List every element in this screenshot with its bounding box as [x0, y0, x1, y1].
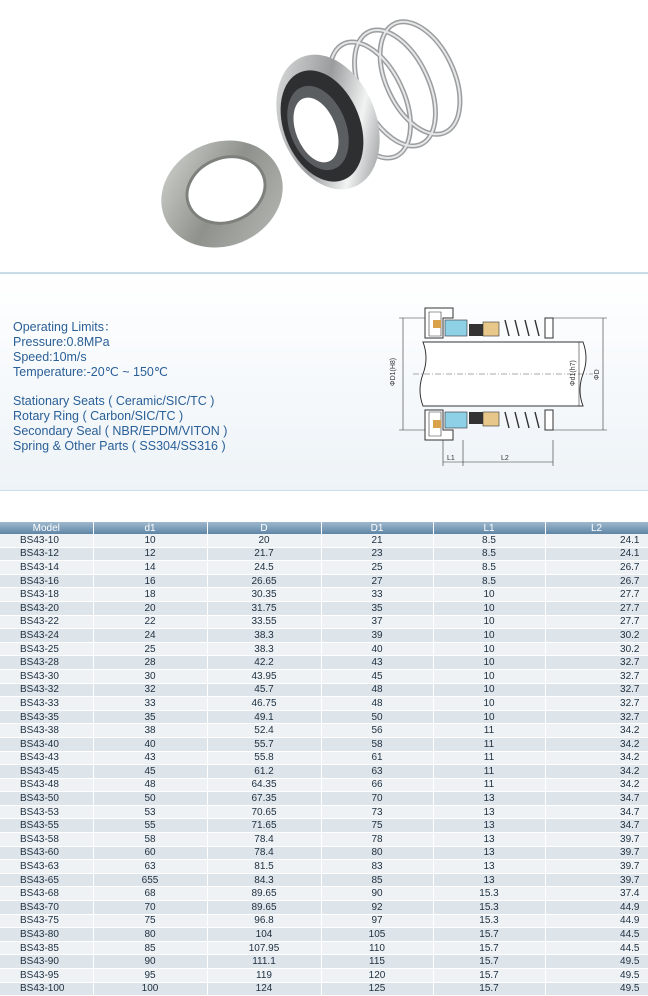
cell-model: BS43-38: [0, 724, 93, 738]
cell-d1-housing: 115: [321, 955, 433, 969]
temperature-limit: Temperature:-20℃ ~ 150℃: [13, 365, 168, 379]
divider: [0, 490, 648, 491]
cell-l2: 44.9: [545, 901, 648, 915]
column-header-d1-housing: D1: [321, 522, 433, 534]
cell-l2: 34.2: [545, 737, 648, 751]
cell-l2: 49.5: [545, 955, 648, 969]
cell-d1-housing: 125: [321, 982, 433, 996]
cell-l1: 13: [433, 833, 545, 847]
cell-l1: 13: [433, 805, 545, 819]
cell-d1-housing: 35: [321, 601, 433, 615]
table-body: [0, 534, 648, 996]
cell-l1: 15.7: [433, 955, 545, 969]
cell-d1: 14: [93, 561, 207, 575]
cell-d1: 30: [93, 669, 207, 683]
cell-d: 45.7: [207, 683, 321, 697]
spring-section-top: [505, 320, 539, 336]
column-header-l1: L1: [433, 522, 545, 534]
cell-l2: 39.7: [545, 873, 648, 887]
cell-model: BS43-70: [0, 901, 93, 915]
cell-l2: 26.7: [545, 561, 648, 575]
cell-d1-housing: 97: [321, 914, 433, 928]
cell-l2: 26.7: [545, 574, 648, 588]
cell-l2: 49.5: [545, 982, 648, 996]
d1-housing-label: ΦD1(H8): [390, 357, 397, 386]
cell-d1: 33: [93, 697, 207, 711]
cell-d: 46.75: [207, 697, 321, 711]
table-row: [0, 914, 648, 928]
cell-d1: 63: [93, 860, 207, 874]
table-row: [0, 860, 648, 874]
cell-d1: 85: [93, 941, 207, 955]
cell-d1: 70: [93, 901, 207, 915]
table-row: [0, 656, 648, 670]
operating-limits-heading: Operating Limits：: [13, 320, 117, 334]
cell-d: 71.65: [207, 819, 321, 833]
cell-model: BS43-53: [0, 805, 93, 819]
table-row: [0, 710, 648, 724]
cell-l1: 13: [433, 873, 545, 887]
cell-d1-housing: 120: [321, 969, 433, 983]
cell-d1-housing: 58: [321, 737, 433, 751]
cell-l2: 34.7: [545, 819, 648, 833]
cell-l1: 10: [433, 615, 545, 629]
cell-d1-housing: 92: [321, 901, 433, 915]
cell-d: 70.65: [207, 805, 321, 819]
cell-model: BS43-10: [0, 534, 93, 547]
table-row: [0, 969, 648, 983]
cell-l1: 11: [433, 778, 545, 792]
technical-drawing: [383, 290, 611, 474]
cell-l1: 10: [433, 642, 545, 656]
cell-model: BS43-14: [0, 561, 93, 575]
table-row: [0, 561, 648, 575]
cell-l1: 10: [433, 683, 545, 697]
cell-d1-housing: 48: [321, 697, 433, 711]
cell-l2: 34.2: [545, 778, 648, 792]
cell-d1: 28: [93, 656, 207, 670]
rotary-ring-material: Rotary Ring ( Carbon/SIC/TC ): [13, 409, 184, 423]
cell-d: 49.1: [207, 710, 321, 724]
specifications: [13, 320, 227, 454]
cell-l1: 11: [433, 765, 545, 779]
cell-l2: 27.7: [545, 615, 648, 629]
cell-d1-housing: 48: [321, 683, 433, 697]
cell-l2: 39.7: [545, 846, 648, 860]
cell-d: 31.75: [207, 601, 321, 615]
table-row: [0, 982, 648, 996]
cell-l1: 13: [433, 846, 545, 860]
table-row: [0, 833, 648, 847]
cell-l1: 11: [433, 724, 545, 738]
column-header-d1: d1: [93, 522, 207, 534]
cell-l2: 32.7: [545, 697, 648, 711]
cell-l2: 32.7: [545, 656, 648, 670]
cell-d: 55.7: [207, 737, 321, 751]
cell-d: 104: [207, 928, 321, 942]
cell-d1-housing: 23: [321, 547, 433, 561]
cell-l1: 15.3: [433, 914, 545, 928]
cell-d1-housing: 110: [321, 941, 433, 955]
cell-d1-housing: 21: [321, 534, 433, 547]
cell-l1: 10: [433, 710, 545, 724]
table-row: [0, 873, 648, 887]
cell-d1: 35: [93, 710, 207, 724]
cell-l1: 13: [433, 792, 545, 806]
cell-d1: 40: [93, 737, 207, 751]
cell-l2: 34.2: [545, 724, 648, 738]
cell-d1-housing: 50: [321, 710, 433, 724]
table-row: [0, 887, 648, 901]
cell-l2: 34.2: [545, 751, 648, 765]
cell-d1: 655: [93, 873, 207, 887]
cell-d1-housing: 73: [321, 805, 433, 819]
cell-model: BS43-45: [0, 765, 93, 779]
d-outer-label: ΦD: [594, 369, 601, 380]
cell-l1: 15.7: [433, 928, 545, 942]
table-row: [0, 574, 648, 588]
table-row: [0, 819, 648, 833]
cell-l2: 24.1: [545, 534, 648, 547]
cell-l2: 44.9: [545, 914, 648, 928]
cell-l1: 11: [433, 737, 545, 751]
cell-d1-housing: 70: [321, 792, 433, 806]
cell-d1: 24: [93, 629, 207, 643]
l2-label: L2: [501, 455, 509, 462]
cell-d1-housing: 85: [321, 873, 433, 887]
cell-model: BS43-35: [0, 710, 93, 724]
cell-l1: 15.7: [433, 982, 545, 996]
cell-d1-housing: 105: [321, 928, 433, 942]
speed-limit: Speed:10m/s: [13, 350, 87, 364]
table-row: [0, 669, 648, 683]
cell-l1: 8.5: [433, 547, 545, 561]
cell-model: BS43-20: [0, 601, 93, 615]
table-row: [0, 683, 648, 697]
cell-d1-housing: 56: [321, 724, 433, 738]
cell-l2: 30.2: [545, 629, 648, 643]
cell-model: BS43-24: [0, 629, 93, 643]
spring-section-bottom: [505, 412, 539, 428]
cell-d1-housing: 63: [321, 765, 433, 779]
cell-d: 20: [207, 534, 321, 547]
cell-l2: 34.2: [545, 765, 648, 779]
cell-l2: 32.7: [545, 710, 648, 724]
cell-d: 61.2: [207, 765, 321, 779]
cell-model: BS43-55: [0, 819, 93, 833]
cell-d: 89.65: [207, 887, 321, 901]
cell-d1: 48: [93, 778, 207, 792]
cell-model: BS43-75: [0, 914, 93, 928]
cell-model: BS43-33: [0, 697, 93, 711]
table-row: [0, 615, 648, 629]
cell-l1: 10: [433, 629, 545, 643]
cell-d: 52.4: [207, 724, 321, 738]
cell-d1-housing: 33: [321, 588, 433, 602]
table-row: [0, 697, 648, 711]
cell-d1: 10: [93, 534, 207, 547]
cell-d1: 55: [93, 819, 207, 833]
cell-d: 30.35: [207, 588, 321, 602]
cell-d1-housing: 78: [321, 833, 433, 847]
cell-d: 21.7: [207, 547, 321, 561]
cell-model: BS43-12: [0, 547, 93, 561]
cell-model: BS43-30: [0, 669, 93, 683]
cell-l2: 44.5: [545, 928, 648, 942]
table-row: [0, 534, 648, 547]
cell-l2: 49.5: [545, 969, 648, 983]
cell-l2: 39.7: [545, 860, 648, 874]
cell-d1: 100: [93, 982, 207, 996]
table-row: [0, 724, 648, 738]
dimension-table: [0, 522, 648, 996]
cell-model: BS43-80: [0, 928, 93, 942]
table-row: [0, 642, 648, 656]
cell-d: 43.95: [207, 669, 321, 683]
cell-d1: 45: [93, 765, 207, 779]
pressure-limit: Pressure:0.8MPa: [13, 335, 110, 349]
cell-d1-housing: 61: [321, 751, 433, 765]
cell-l1: 15.7: [433, 969, 545, 983]
cell-d: 119: [207, 969, 321, 983]
cell-d1: 12: [93, 547, 207, 561]
cell-l2: 37.4: [545, 887, 648, 901]
cell-model: BS43-50: [0, 792, 93, 806]
cell-model: BS43-63: [0, 860, 93, 874]
table-row: [0, 846, 648, 860]
table-row: [0, 547, 648, 561]
cell-l1: 13: [433, 819, 545, 833]
table-row: [0, 792, 648, 806]
cell-l1: 10: [433, 656, 545, 670]
cell-d1: 58: [93, 833, 207, 847]
product-photo: [0, 0, 648, 272]
cell-d1-housing: 80: [321, 846, 433, 860]
cell-d1-housing: 75: [321, 819, 433, 833]
cell-d1-housing: 90: [321, 887, 433, 901]
cell-d1: 95: [93, 969, 207, 983]
cell-l1: 8.5: [433, 561, 545, 575]
cell-d: 33.55: [207, 615, 321, 629]
cell-d1: 22: [93, 615, 207, 629]
cell-model: BS43-22: [0, 615, 93, 629]
table-row: [0, 601, 648, 615]
mechanical-seal-illustration: [0, 0, 648, 272]
cell-model: BS43-48: [0, 778, 93, 792]
cell-d: 42.2: [207, 656, 321, 670]
cell-d1-housing: 45: [321, 669, 433, 683]
column-header-l2: L2: [545, 522, 648, 534]
table-row: [0, 737, 648, 751]
cell-d1: 32: [93, 683, 207, 697]
cell-d1-housing: 37: [321, 615, 433, 629]
cell-l1: 10: [433, 588, 545, 602]
table-row: [0, 629, 648, 643]
cell-model: BS43-90: [0, 955, 93, 969]
cell-l2: 34.7: [545, 805, 648, 819]
cell-d1-housing: 25: [321, 561, 433, 575]
cell-l1: 10: [433, 697, 545, 711]
cell-d1-housing: 27: [321, 574, 433, 588]
cell-model: BS43-32: [0, 683, 93, 697]
cell-model: BS43-16: [0, 574, 93, 588]
cell-l2: 34.7: [545, 792, 648, 806]
cell-l1: 8.5: [433, 574, 545, 588]
cell-d1: 53: [93, 805, 207, 819]
cell-d1: 60: [93, 846, 207, 860]
cell-d1-housing: 66: [321, 778, 433, 792]
cell-d1: 75: [93, 914, 207, 928]
cell-d1: 90: [93, 955, 207, 969]
cell-l1: 10: [433, 601, 545, 615]
cell-d: 67.35: [207, 792, 321, 806]
cell-l2: 44.5: [545, 941, 648, 955]
cell-d: 84.3: [207, 873, 321, 887]
cell-l2: 24.1: [545, 547, 648, 561]
cell-l2: 32.7: [545, 669, 648, 683]
cell-l2: 27.7: [545, 601, 648, 615]
cell-l1: 10: [433, 669, 545, 683]
l1-label: L1: [447, 455, 455, 462]
table-row: [0, 805, 648, 819]
cell-d1: 68: [93, 887, 207, 901]
table-row: [0, 901, 648, 915]
cell-d: 96.8: [207, 914, 321, 928]
cell-l1: 13: [433, 860, 545, 874]
cell-l1: 8.5: [433, 534, 545, 547]
cell-l1: 15.3: [433, 887, 545, 901]
cell-model: BS43-60: [0, 846, 93, 860]
cell-d: 124: [207, 982, 321, 996]
cell-model: BS43-28: [0, 656, 93, 670]
cell-d: 78.4: [207, 846, 321, 860]
cell-d: 64.35: [207, 778, 321, 792]
cell-model: BS43-100: [0, 982, 93, 996]
cell-l2: 39.7: [545, 833, 648, 847]
cell-d1-housing: 40: [321, 642, 433, 656]
cell-d: 107.95: [207, 941, 321, 955]
cell-l2: 32.7: [545, 683, 648, 697]
cell-model: BS43-68: [0, 887, 93, 901]
cell-model: BS43-18: [0, 588, 93, 602]
cell-model: BS43-58: [0, 833, 93, 847]
cell-d1: 50: [93, 792, 207, 806]
cell-d: 78.4: [207, 833, 321, 847]
cell-model: BS43-85: [0, 941, 93, 955]
cell-d: 81.5: [207, 860, 321, 874]
stationary-seat-ring: [145, 123, 299, 266]
stationary-seat-material: Stationary Seats ( Ceramic/SIC/TC ): [13, 394, 215, 408]
cell-d: 38.3: [207, 629, 321, 643]
cell-d1: 43: [93, 751, 207, 765]
column-header-d: D: [207, 522, 321, 534]
cell-d1: 20: [93, 601, 207, 615]
cell-d: 89.65: [207, 901, 321, 915]
table-row: [0, 955, 648, 969]
cell-d1-housing: 43: [321, 656, 433, 670]
cell-model: BS43-95: [0, 969, 93, 983]
cell-model: BS43-25: [0, 642, 93, 656]
table-row: [0, 588, 648, 602]
cell-d1-housing: 83: [321, 860, 433, 874]
spring-material: Spring & Other Parts ( SS304/SS316 ): [13, 439, 226, 453]
cell-d: 26.65: [207, 574, 321, 588]
table-row: [0, 751, 648, 765]
cell-model: BS43-43: [0, 751, 93, 765]
cell-model: BS43-65: [0, 873, 93, 887]
cell-l2: 30.2: [545, 642, 648, 656]
table-header-row: [0, 522, 648, 534]
secondary-seal-material: Secondary Seal ( NBR/EPDM/VITON ): [13, 424, 228, 438]
table-row: [0, 765, 648, 779]
cell-d1: 80: [93, 928, 207, 942]
cell-model: BS43-40: [0, 737, 93, 751]
cell-d: 38.3: [207, 642, 321, 656]
table-row: [0, 928, 648, 942]
table-row: [0, 941, 648, 955]
cell-l1: 15.3: [433, 901, 545, 915]
cell-d1: 25: [93, 642, 207, 656]
cell-d1-housing: 39: [321, 629, 433, 643]
cell-d1: 16: [93, 574, 207, 588]
cell-d1: 38: [93, 724, 207, 738]
table-row: [0, 778, 648, 792]
d1-shaft-label: Φd1(h7): [570, 360, 577, 386]
cell-d: 24.5: [207, 561, 321, 575]
cell-d1: 18: [93, 588, 207, 602]
column-header-model: Model: [0, 522, 93, 534]
cell-d: 111.1: [207, 955, 321, 969]
cell-l1: 15.7: [433, 941, 545, 955]
cell-d: 55.8: [207, 751, 321, 765]
cell-l2: 27.7: [545, 588, 648, 602]
cell-l1: 11: [433, 751, 545, 765]
